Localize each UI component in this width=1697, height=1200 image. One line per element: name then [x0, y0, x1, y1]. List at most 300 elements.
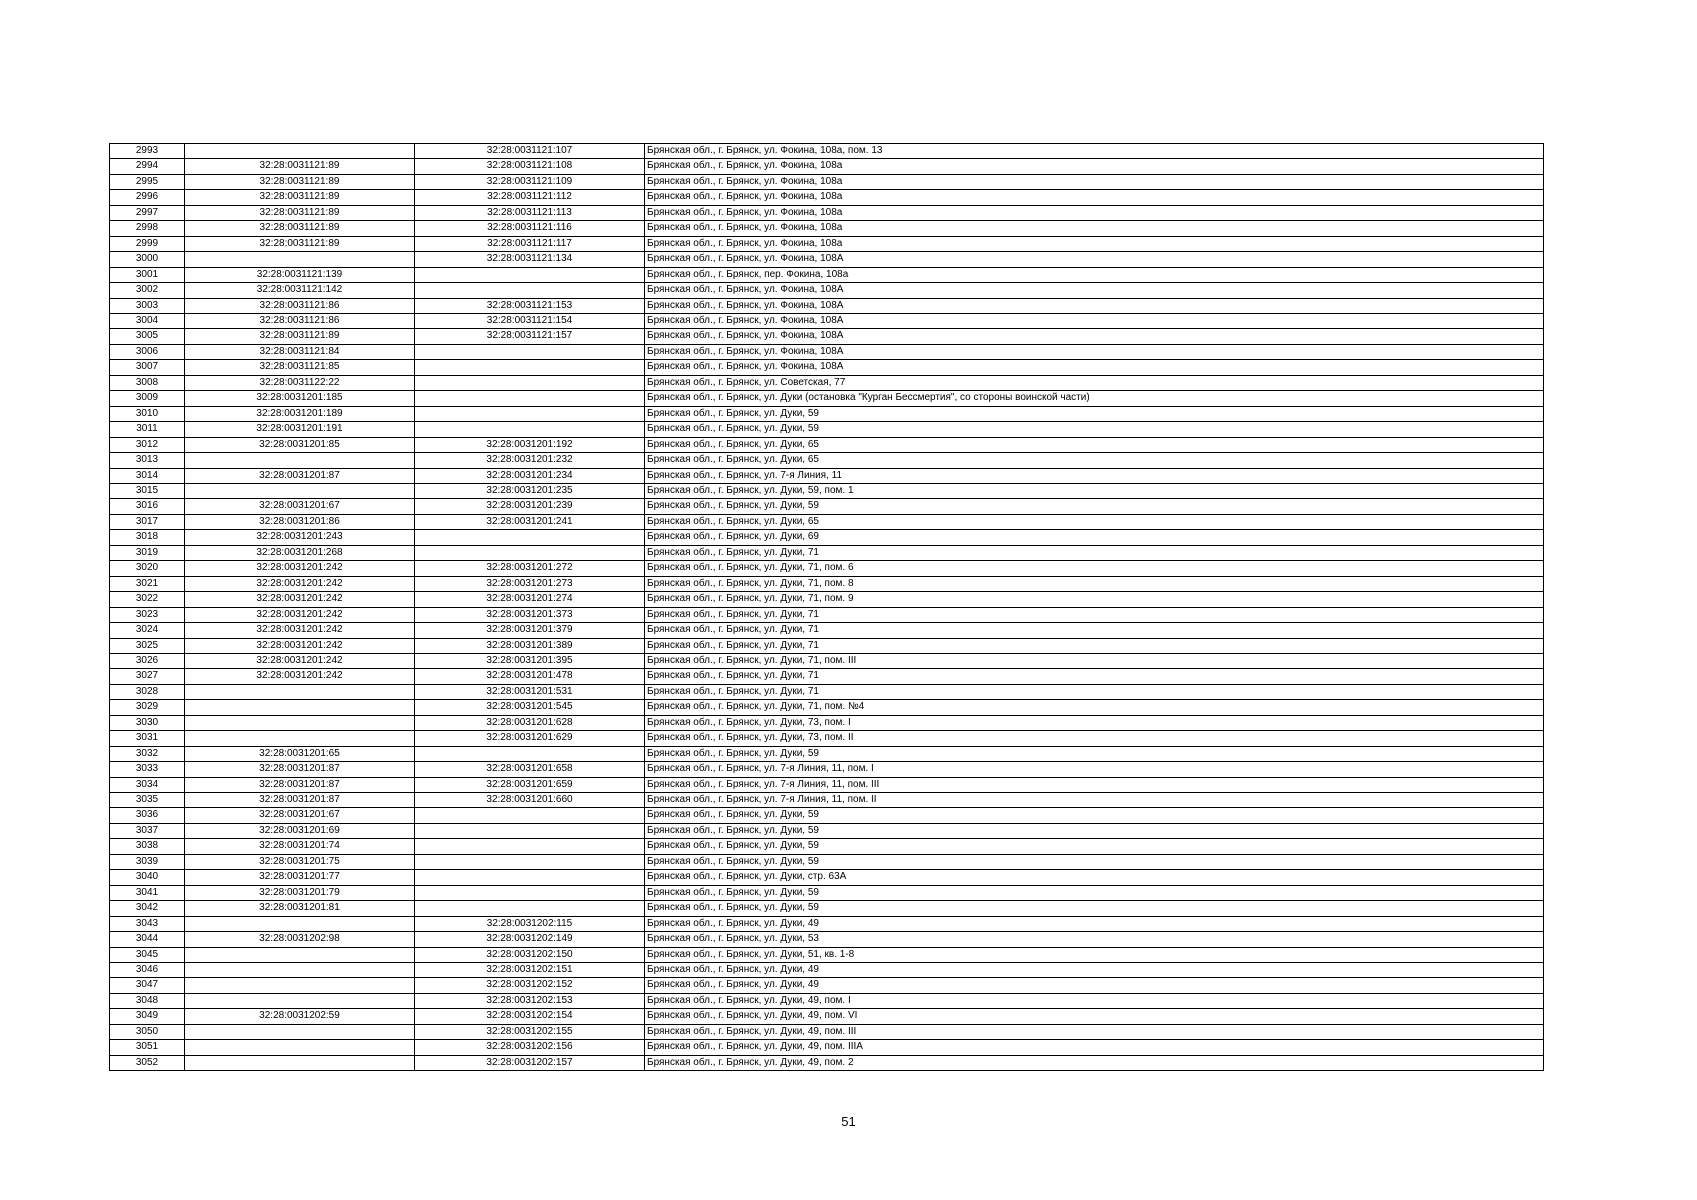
parent-cadastral-number-cell: 32:28:0031201:242 — [185, 576, 415, 591]
table-row — [110, 854, 1544, 869]
parent-cadastral-number-cell: 32:28:0031201:69 — [185, 823, 415, 838]
parent-cadastral-number-cell: 32:28:0031201:242 — [185, 653, 415, 668]
address-cell: Брянская обл., г. Брянск, ул. Дуки, 49, пом. VI — [645, 1009, 1544, 1024]
cadastral-number-cell: 32:28:0031121:107 — [415, 144, 645, 159]
row-number-cell: 2999 — [110, 236, 185, 251]
table-row — [110, 391, 1544, 406]
table-row — [110, 159, 1544, 174]
cadastral-number-cell: 32:28:0031201:192 — [415, 437, 645, 452]
parent-cadastral-number-cell: 32:28:0031201:185 — [185, 391, 415, 406]
row-number-cell: 3049 — [110, 1009, 185, 1024]
table-row — [110, 592, 1544, 607]
address-cell: Брянская обл., г. Брянск, ул. 7-я Линия, 11 — [645, 468, 1544, 483]
table-row — [110, 607, 1544, 622]
table-row — [110, 684, 1544, 699]
address-cell: Брянская обл., г. Брянск, ул. Дуки, 71 — [645, 638, 1544, 653]
address-cell: Брянская обл., г. Брянск, ул. Дуки, 59 — [645, 854, 1544, 869]
parent-cadastral-number-cell: 32:28:0031122:22 — [185, 375, 415, 390]
cadastral-number-cell: 32:28:0031201:395 — [415, 653, 645, 668]
parent-cadastral-number-cell: 32:28:0031121:89 — [185, 205, 415, 220]
row-number-cell: 3018 — [110, 530, 185, 545]
row-number-cell: 3004 — [110, 313, 185, 328]
row-number-cell: 3017 — [110, 514, 185, 529]
row-number-cell: 3050 — [110, 1024, 185, 1039]
row-number-cell: 3021 — [110, 576, 185, 591]
address-cell: Брянская обл., г. Брянск, ул. Дуки, 65 — [645, 453, 1544, 468]
address-cell: Брянская обл., г. Брянск, ул. Дуки, 71, пом. 9 — [645, 592, 1544, 607]
address-cell: Брянская обл., г. Брянск, ул. Фокина, 108А — [645, 360, 1544, 375]
cadastral-number-cell: 32:28:0031202:151 — [415, 963, 645, 978]
row-number-cell: 3022 — [110, 592, 185, 607]
row-number-cell: 3051 — [110, 1040, 185, 1055]
row-number-cell: 3005 — [110, 329, 185, 344]
cadastral-number-cell: 32:28:0031121:109 — [415, 174, 645, 189]
table-row — [110, 823, 1544, 838]
row-number-cell: 3019 — [110, 545, 185, 560]
row-number-cell: 2994 — [110, 159, 185, 174]
address-cell: Брянская обл., г. Брянск, ул. Дуки, 69 — [645, 530, 1544, 545]
cadastral-number-cell: 32:28:0031201:660 — [415, 793, 645, 808]
address-cell: Брянская обл., г. Брянск, ул. Дуки, 59 — [645, 901, 1544, 916]
table-row — [110, 839, 1544, 854]
cadastral-number-cell: 32:28:0031201:235 — [415, 483, 645, 498]
row-number-cell: 3011 — [110, 422, 185, 437]
table-row — [110, 422, 1544, 437]
parent-cadastral-number-cell: 32:28:0031201:87 — [185, 777, 415, 792]
address-cell: Брянская обл., г. Брянск, ул. Фокина, 108А — [645, 344, 1544, 359]
table-row — [110, 993, 1544, 1008]
table-row — [110, 870, 1544, 885]
parent-cadastral-number-cell: 32:28:0031121:89 — [185, 221, 415, 236]
address-cell: Брянская обл., г. Брянск, ул. 7-я Линия, 11, пом. I — [645, 762, 1544, 777]
parent-cadastral-number-cell: 32:28:0031201:242 — [185, 607, 415, 622]
address-cell: Брянская обл., г. Брянск, ул. Фокина, 108А — [645, 298, 1544, 313]
parent-cadastral-number-cell: 32:28:0031201:242 — [185, 592, 415, 607]
address-cell: Брянская обл., г. Брянск, ул. Дуки, 49, пом. IIIА — [645, 1040, 1544, 1055]
row-number-cell: 3025 — [110, 638, 185, 653]
cadastral-number-cell — [415, 885, 645, 900]
cadastral-number-cell: 32:28:0031201:478 — [415, 669, 645, 684]
cadastral-number-cell — [415, 823, 645, 838]
cadastral-number-cell: 32:28:0031121:154 — [415, 313, 645, 328]
cadastral-number-cell: 32:28:0031121:108 — [415, 159, 645, 174]
cadastral-number-cell: 32:28:0031201:241 — [415, 514, 645, 529]
address-cell: Брянская обл., г. Брянск, ул. Фокина, 108А — [645, 313, 1544, 328]
parent-cadastral-number-cell: 32:28:0031201:67 — [185, 499, 415, 514]
table-row — [110, 901, 1544, 916]
table-row — [110, 916, 1544, 931]
address-cell: Брянская обл., г. Брянск, ул. Дуки, 49, пом. 2 — [645, 1055, 1544, 1070]
address-cell: Брянская обл., г. Брянск, ул. Дуки, 59 — [645, 406, 1544, 421]
row-number-cell: 3010 — [110, 406, 185, 421]
parent-cadastral-number-cell: 32:28:0031121:86 — [185, 298, 415, 313]
address-cell: Брянская обл., г. Брянск, ул. Дуки, 59, пом. 1 — [645, 483, 1544, 498]
address-cell: Брянская обл., г. Брянск, ул. Дуки, 59 — [645, 422, 1544, 437]
cadastral-number-cell: 32:28:0031201:234 — [415, 468, 645, 483]
cadastral-number-cell: 32:28:0031202:156 — [415, 1040, 645, 1055]
row-number-cell: 3003 — [110, 298, 185, 313]
cadastral-number-cell — [415, 283, 645, 298]
address-cell: Брянская обл., г. Брянск, ул. Дуки, 59 — [645, 499, 1544, 514]
parent-cadastral-number-cell: 32:28:0031201:75 — [185, 854, 415, 869]
parent-cadastral-number-cell — [185, 144, 415, 159]
address-cell: Брянская обл., г. Брянск, ул. Дуки, 59 — [645, 839, 1544, 854]
table-row — [110, 453, 1544, 468]
row-number-cell: 3030 — [110, 715, 185, 730]
address-cell: Брянская обл., г. Брянск, ул. 7-я Линия, 11, пом. II — [645, 793, 1544, 808]
parent-cadastral-number-cell: 32:28:0031121:139 — [185, 267, 415, 282]
row-number-cell: 2998 — [110, 221, 185, 236]
address-cell: Брянская обл., г. Брянск, ул. Дуки, 71, пом. III — [645, 653, 1544, 668]
address-cell: Брянская обл., г. Брянск, ул. Дуки, 73, пом. II — [645, 731, 1544, 746]
cadastral-table — [109, 143, 1544, 1071]
row-number-cell: 3006 — [110, 344, 185, 359]
parent-cadastral-number-cell — [185, 483, 415, 498]
table-row — [110, 947, 1544, 962]
address-cell: Брянская обл., г. Брянск, ул. Дуки, 59 — [645, 885, 1544, 900]
table-row — [110, 1024, 1544, 1039]
table-row — [110, 808, 1544, 823]
cadastral-number-cell: 32:28:0031202:149 — [415, 932, 645, 947]
row-number-cell: 3008 — [110, 375, 185, 390]
cadastral-number-cell: 32:28:0031201:274 — [415, 592, 645, 607]
row-number-cell: 3007 — [110, 360, 185, 375]
parent-cadastral-number-cell: 32:28:0031201:191 — [185, 422, 415, 437]
cadastral-number-cell: 32:28:0031202:115 — [415, 916, 645, 931]
table-row — [110, 144, 1544, 159]
row-number-cell: 2993 — [110, 144, 185, 159]
table-row — [110, 932, 1544, 947]
row-number-cell: 3026 — [110, 653, 185, 668]
address-cell: Брянская обл., г. Брянск, ул. Фокина, 108А — [645, 252, 1544, 267]
cadastral-number-cell: 32:28:0031121:153 — [415, 298, 645, 313]
address-cell: Брянская обл., г. Брянск, ул. Дуки, стр. 63А — [645, 870, 1544, 885]
row-number-cell: 3043 — [110, 916, 185, 931]
cadastral-number-cell: 32:28:0031121:112 — [415, 190, 645, 205]
row-number-cell: 3048 — [110, 993, 185, 1008]
row-number-cell: 3023 — [110, 607, 185, 622]
table-row — [110, 499, 1544, 514]
cadastral-number-cell: 32:28:0031201:373 — [415, 607, 645, 622]
table-row — [110, 746, 1544, 761]
table-row — [110, 638, 1544, 653]
row-number-cell: 3029 — [110, 700, 185, 715]
table-row — [110, 375, 1544, 390]
address-cell: Брянская обл., г. Брянск, ул. Дуки, 49 — [645, 978, 1544, 993]
row-number-cell: 3039 — [110, 854, 185, 869]
table-body — [110, 144, 1544, 1071]
cadastral-number-cell — [415, 360, 645, 375]
row-number-cell: 3012 — [110, 437, 185, 452]
row-number-cell: 3027 — [110, 669, 185, 684]
row-number-cell: 3033 — [110, 762, 185, 777]
parent-cadastral-number-cell — [185, 1040, 415, 1055]
table-row — [110, 762, 1544, 777]
cadastral-number-cell: 32:28:0031202:154 — [415, 1009, 645, 1024]
address-cell: Брянская обл., г. Брянск, ул. Дуки, 71, пом. 8 — [645, 576, 1544, 591]
parent-cadastral-number-cell: 32:28:0031121:89 — [185, 174, 415, 189]
parent-cadastral-number-cell: 32:28:0031201:87 — [185, 762, 415, 777]
address-cell: Брянская обл., г. Брянск, ул. Дуки, 71 — [645, 623, 1544, 638]
address-cell: Брянская обл., г. Брянск, ул. Фокина, 108а — [645, 159, 1544, 174]
parent-cadastral-number-cell — [185, 916, 415, 931]
table-row — [110, 1040, 1544, 1055]
address-cell: Брянская обл., г. Брянск, ул. Дуки, 71 — [645, 545, 1544, 560]
parent-cadastral-number-cell: 32:28:0031121:89 — [185, 329, 415, 344]
row-number-cell: 3016 — [110, 499, 185, 514]
table-row — [110, 576, 1544, 591]
parent-cadastral-number-cell: 32:28:0031121:84 — [185, 344, 415, 359]
table-row — [110, 530, 1544, 545]
address-cell: Брянская обл., г. Брянск, ул. Дуки, 53 — [645, 932, 1544, 947]
parent-cadastral-number-cell: 32:28:0031202:98 — [185, 932, 415, 947]
row-number-cell: 3038 — [110, 839, 185, 854]
parent-cadastral-number-cell: 32:28:0031201:74 — [185, 839, 415, 854]
parent-cadastral-number-cell: 32:28:0031201:189 — [185, 406, 415, 421]
parent-cadastral-number-cell — [185, 252, 415, 267]
cadastral-number-cell: 32:28:0031201:232 — [415, 453, 645, 468]
parent-cadastral-number-cell — [185, 684, 415, 699]
row-number-cell: 3035 — [110, 793, 185, 808]
table-row — [110, 561, 1544, 576]
cadastral-number-cell — [415, 901, 645, 916]
parent-cadastral-number-cell: 32:28:0031201:87 — [185, 468, 415, 483]
parent-cadastral-number-cell: 32:28:0031121:85 — [185, 360, 415, 375]
cadastral-number-cell: 32:28:0031121:157 — [415, 329, 645, 344]
page-number: 51 — [841, 1114, 856, 1129]
cadastral-number-cell: 32:28:0031201:659 — [415, 777, 645, 792]
parent-cadastral-number-cell — [185, 947, 415, 962]
row-number-cell: 3031 — [110, 731, 185, 746]
parent-cadastral-number-cell — [185, 1024, 415, 1039]
parent-cadastral-number-cell: 32:28:0031201:242 — [185, 638, 415, 653]
cadastral-number-cell: 32:28:0031202:157 — [415, 1055, 645, 1070]
row-number-cell: 2996 — [110, 190, 185, 205]
row-number-cell: 2995 — [110, 174, 185, 189]
parent-cadastral-number-cell: 32:28:0031121:86 — [185, 313, 415, 328]
parent-cadastral-number-cell — [185, 978, 415, 993]
cadastral-number-cell: 32:28:0031201:531 — [415, 684, 645, 699]
parent-cadastral-number-cell — [185, 715, 415, 730]
row-number-cell: 3037 — [110, 823, 185, 838]
parent-cadastral-number-cell: 32:28:0031201:79 — [185, 885, 415, 900]
row-number-cell: 3020 — [110, 561, 185, 576]
address-cell: Брянская обл., г. Брянск, ул. Дуки, 73, пом. I — [645, 715, 1544, 730]
table-row — [110, 700, 1544, 715]
parent-cadastral-number-cell: 32:28:0031121:89 — [185, 236, 415, 251]
cadastral-number-cell — [415, 746, 645, 761]
table-row — [110, 313, 1544, 328]
table-row — [110, 963, 1544, 978]
address-cell: Брянская обл., г. Брянск, ул. Фокина, 108А — [645, 283, 1544, 298]
cadastral-number-cell: 32:28:0031202:153 — [415, 993, 645, 1008]
table-row — [110, 483, 1544, 498]
address-cell: Брянская обл., г. Брянск, ул. Фокина, 108А — [645, 329, 1544, 344]
table-row — [110, 344, 1544, 359]
parent-cadastral-number-cell: 32:28:0031201:65 — [185, 746, 415, 761]
parent-cadastral-number-cell: 32:28:0031201:242 — [185, 561, 415, 576]
address-cell: Брянская обл., г. Брянск, ул. Фокина, 108а, пом. 13 — [645, 144, 1544, 159]
parent-cadastral-number-cell: 32:28:0031201:268 — [185, 545, 415, 560]
row-number-cell: 3045 — [110, 947, 185, 962]
row-number-cell: 3040 — [110, 870, 185, 885]
cadastral-number-cell: 32:28:0031201:272 — [415, 561, 645, 576]
cadastral-number-cell: 32:28:0031201:629 — [415, 731, 645, 746]
cadastral-number-cell — [415, 808, 645, 823]
row-number-cell: 3032 — [110, 746, 185, 761]
cadastral-number-cell: 32:28:0031202:152 — [415, 978, 645, 993]
cadastral-number-cell — [415, 854, 645, 869]
address-cell: Брянская обл., г. Брянск, ул. Фокина, 108а — [645, 221, 1544, 236]
cadastral-number-cell — [415, 406, 645, 421]
address-cell: Брянская обл., г. Брянск, ул. Фокина, 108а — [645, 205, 1544, 220]
cadastral-number-cell — [415, 870, 645, 885]
row-number-cell: 3044 — [110, 932, 185, 947]
table-row — [110, 623, 1544, 638]
table-row — [110, 221, 1544, 236]
cadastral-number-cell: 32:28:0031121:117 — [415, 236, 645, 251]
address-cell: Брянская обл., г. Брянск, ул. Дуки, 71 — [645, 684, 1544, 699]
parent-cadastral-number-cell: 32:28:0031201:243 — [185, 530, 415, 545]
row-number-cell: 3009 — [110, 391, 185, 406]
cadastral-number-cell — [415, 839, 645, 854]
parent-cadastral-number-cell: 32:28:0031202:59 — [185, 1009, 415, 1024]
cadastral-number-cell — [415, 375, 645, 390]
parent-cadastral-number-cell — [185, 700, 415, 715]
table-row — [110, 793, 1544, 808]
address-cell: Брянская обл., г. Брянск, пер. Фокина, 108а — [645, 267, 1544, 282]
cadastral-number-cell: 32:28:0031201:389 — [415, 638, 645, 653]
address-cell: Брянская обл., г. Брянск, ул. Дуки, 71, пом. 6 — [645, 561, 1544, 576]
table-row — [110, 514, 1544, 529]
cadastral-number-cell: 32:28:0031201:379 — [415, 623, 645, 638]
table-row — [110, 978, 1544, 993]
parent-cadastral-number-cell — [185, 993, 415, 1008]
table-row — [110, 283, 1544, 298]
address-cell: Брянская обл., г. Брянск, ул. Фокина, 108а — [645, 236, 1544, 251]
row-number-cell: 3024 — [110, 623, 185, 638]
table-row — [110, 174, 1544, 189]
cadastral-number-cell — [415, 530, 645, 545]
address-cell: Брянская обл., г. Брянск, ул. Дуки, 49 — [645, 916, 1544, 931]
parent-cadastral-number-cell: 32:28:0031121:89 — [185, 190, 415, 205]
parent-cadastral-number-cell: 32:28:0031201:86 — [185, 514, 415, 529]
cadastral-number-cell — [415, 391, 645, 406]
row-number-cell: 3000 — [110, 252, 185, 267]
address-cell: Брянская обл., г. Брянск, ул. Фокина, 108а — [645, 190, 1544, 205]
cadastral-number-cell: 32:28:0031202:150 — [415, 947, 645, 962]
table-row — [110, 653, 1544, 668]
cadastral-number-cell: 32:28:0031201:658 — [415, 762, 645, 777]
parent-cadastral-number-cell — [185, 731, 415, 746]
table-row — [110, 329, 1544, 344]
table-row — [110, 360, 1544, 375]
address-cell: Брянская обл., г. Брянск, ул. 7-я Линия, 11, пом. III — [645, 777, 1544, 792]
address-cell: Брянская обл., г. Брянск, ул. Дуки, 59 — [645, 808, 1544, 823]
cadastral-number-cell: 32:28:0031201:239 — [415, 499, 645, 514]
cadastral-number-cell: 32:28:0031201:628 — [415, 715, 645, 730]
table-row — [110, 731, 1544, 746]
address-cell: Брянская обл., г. Брянск, ул. Дуки, 65 — [645, 437, 1544, 452]
cadastral-number-cell — [415, 422, 645, 437]
table-row — [110, 252, 1544, 267]
parent-cadastral-number-cell — [185, 963, 415, 978]
cadastral-number-cell: 32:28:0031201:545 — [415, 700, 645, 715]
row-number-cell: 3046 — [110, 963, 185, 978]
row-number-cell: 3036 — [110, 808, 185, 823]
row-number-cell: 3047 — [110, 978, 185, 993]
address-cell: Брянская обл., г. Брянск, ул. Дуки, 71, пом. №4 — [645, 700, 1544, 715]
cadastral-number-cell — [415, 545, 645, 560]
table-row — [110, 885, 1544, 900]
cadastral-number-cell: 32:28:0031202:155 — [415, 1024, 645, 1039]
table-row — [110, 205, 1544, 220]
cadastral-number-cell: 32:28:0031121:113 — [415, 205, 645, 220]
table-row — [110, 406, 1544, 421]
table-row — [110, 298, 1544, 313]
table-row — [110, 715, 1544, 730]
row-number-cell: 3052 — [110, 1055, 185, 1070]
table-row — [110, 437, 1544, 452]
cadastral-number-cell — [415, 344, 645, 359]
row-number-cell: 3014 — [110, 468, 185, 483]
parent-cadastral-number-cell: 32:28:0031121:142 — [185, 283, 415, 298]
table-row — [110, 1009, 1544, 1024]
address-cell: Брянская обл., г. Брянск, ул. Дуки, 71 — [645, 607, 1544, 622]
row-number-cell: 3002 — [110, 283, 185, 298]
cadastral-number-cell: 32:28:0031201:273 — [415, 576, 645, 591]
parent-cadastral-number-cell: 32:28:0031201:242 — [185, 623, 415, 638]
cadastral-number-cell: 32:28:0031121:134 — [415, 252, 645, 267]
cadastral-number-cell — [415, 267, 645, 282]
address-cell: Брянская обл., г. Брянск, ул. Дуки, 49 — [645, 963, 1544, 978]
table-row — [110, 267, 1544, 282]
parent-cadastral-number-cell: 32:28:0031201:77 — [185, 870, 415, 885]
parent-cadastral-number-cell: 32:28:0031201:87 — [185, 793, 415, 808]
parent-cadastral-number-cell — [185, 1055, 415, 1070]
row-number-cell: 3015 — [110, 483, 185, 498]
parent-cadastral-number-cell: 32:28:0031201:81 — [185, 901, 415, 916]
row-number-cell: 3013 — [110, 453, 185, 468]
table-row — [110, 190, 1544, 205]
parent-cadastral-number-cell: 32:28:0031201:85 — [185, 437, 415, 452]
table-row — [110, 669, 1544, 684]
parent-cadastral-number-cell — [185, 453, 415, 468]
address-cell: Брянская обл., г. Брянск, ул. Дуки, 71 — [645, 669, 1544, 684]
parent-cadastral-number-cell: 32:28:0031201:242 — [185, 669, 415, 684]
cadastral-number-cell: 32:28:0031121:116 — [415, 221, 645, 236]
address-cell: Брянская обл., г. Брянск, ул. Дуки, 59 — [645, 823, 1544, 838]
row-number-cell: 3041 — [110, 885, 185, 900]
address-cell: Брянская обл., г. Брянск, ул. Дуки, 59 — [645, 746, 1544, 761]
parent-cadastral-number-cell: 32:28:0031201:67 — [185, 808, 415, 823]
row-number-cell: 3042 — [110, 901, 185, 916]
table-row — [110, 236, 1544, 251]
table-row — [110, 545, 1544, 560]
address-cell: Брянская обл., г. Брянск, ул. Советская, 77 — [645, 375, 1544, 390]
table-row — [110, 777, 1544, 792]
address-cell: Брянская обл., г. Брянск, ул. Дуки, 49, пом. I — [645, 993, 1544, 1008]
row-number-cell: 2997 — [110, 205, 185, 220]
table-row — [110, 1055, 1544, 1070]
row-number-cell: 3034 — [110, 777, 185, 792]
address-cell: Брянская обл., г. Брянск, ул. Дуки (остановка "Курган Бессмертия", со стороны воинской части) — [645, 391, 1544, 406]
address-cell: Брянская обл., г. Брянск, ул. Фокина, 108а — [645, 174, 1544, 189]
row-number-cell: 3028 — [110, 684, 185, 699]
row-number-cell: 3001 — [110, 267, 185, 282]
parent-cadastral-number-cell: 32:28:0031121:89 — [185, 159, 415, 174]
address-cell: Брянская обл., г. Брянск, ул. Дуки, 51, кв. 1-8 — [645, 947, 1544, 962]
